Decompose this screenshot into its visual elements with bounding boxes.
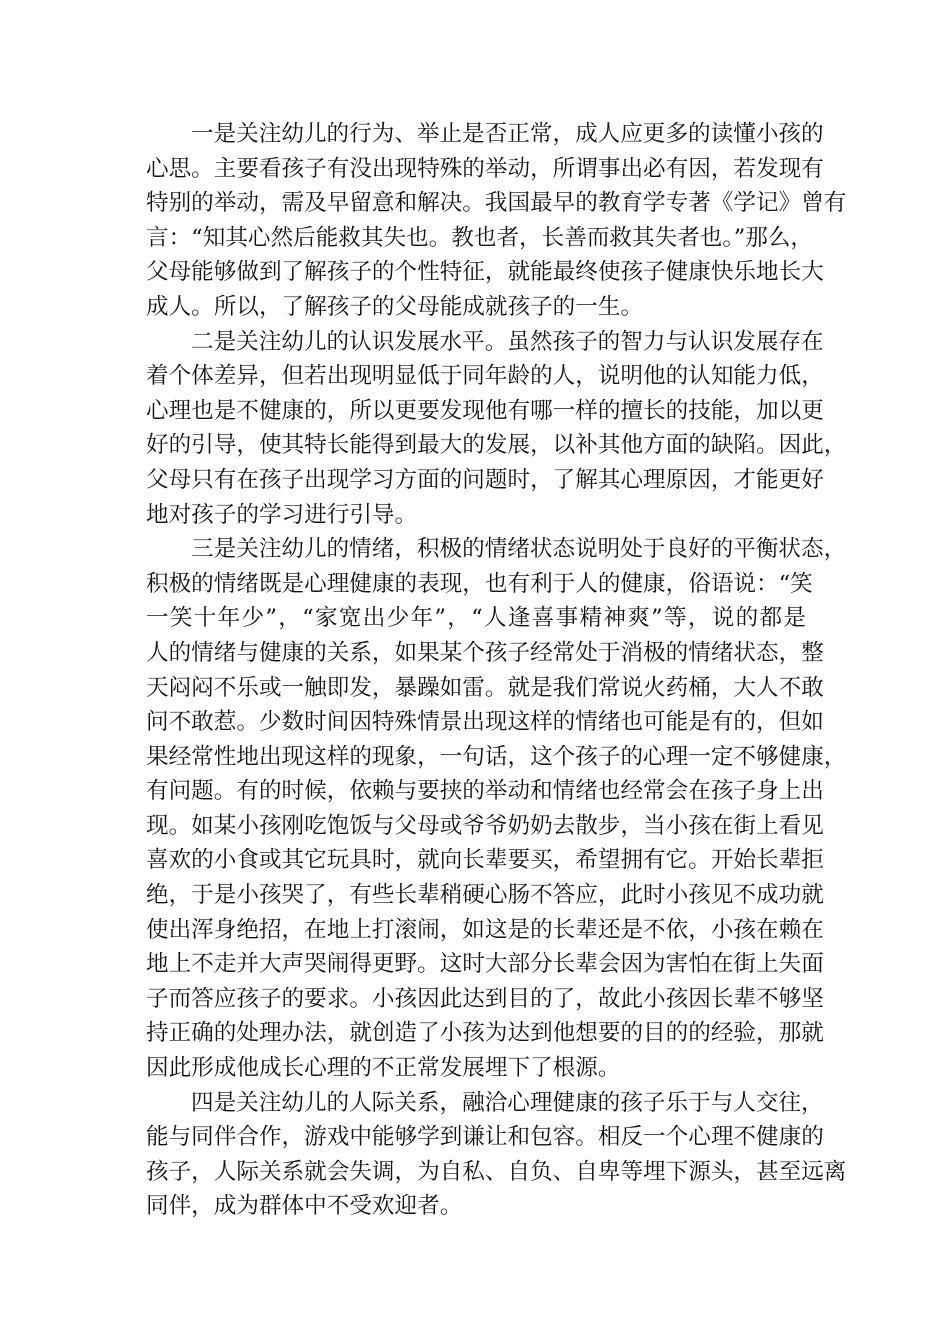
- text-line: 天闷闷不乐或一触即发，暴躁如雷。就是我们常说火药桶，大人不敢: [146, 674, 824, 701]
- text-line: 着个体差异，但若出现明显低于同年龄的人，说明他的认知能力低，: [146, 363, 824, 390]
- text-line: 绝，于是小孩哭了，有些长辈稍硬心肠不答应，此时小孩见不成功就: [146, 882, 824, 909]
- text-line: 因此形成他成长心理的不正常发展埋下了根源。: [146, 1055, 621, 1082]
- text-line: 使出浑身绝招，在地上打滚闹，如这是的长辈还是不依，小孩在赖在: [146, 916, 824, 943]
- text-line: 果经常性地出现这样的现象，一句话，这个孩子的心理一定不够健康，: [146, 743, 847, 770]
- body-text: [146, 117, 847, 1224]
- paragraph-2: [146, 325, 847, 533]
- text-line: 二是关注幼儿的认识发展水平。虽然孩子的智力与认识发展存在: [191, 328, 824, 355]
- text-line: 问不敢惹。少数时间因特殊情景出现这样的情绪也可能是有的，但如: [146, 709, 824, 736]
- paragraph-3: [146, 532, 847, 1086]
- paragraph-1: [146, 117, 847, 325]
- text-line: 同伴，成为群体中不受欢迎者。: [146, 1193, 463, 1220]
- text-line: 孩子，人际关系就会失调，为自私、自负、自卑等埋下源头，甚至远离: [146, 1158, 847, 1185]
- text-line: 成人。所以，了解孩子的父母能成就孩子的一生。: [146, 293, 644, 320]
- text-line: 心思。主要看孩子有没出现特殊的举动，所谓事出必有因，若发现有: [146, 155, 824, 182]
- text-line: 三是关注幼儿的情绪，积极的情绪状态说明处于良好的平衡状态，: [191, 536, 847, 563]
- text-line: 持正确的处理办法，就创造了小孩为达到他想要的目的的经验，那就: [146, 1020, 824, 1047]
- text-line: 有问题。有的时候，依赖与要挟的举动和情绪也经常会在孩子身上出: [146, 778, 824, 805]
- text-line: 地对孩子的学习进行引导。: [146, 501, 418, 528]
- text-line: 言：“知其心然后能救其失也。教也者，长善而救其失者也。”那么，: [146, 224, 814, 251]
- text-line: 人的情绪与健康的关系，如果某个孩子经常处于消极的情绪状态，整: [146, 639, 824, 666]
- text-line: 地上不走并大声哭闹得更野。这时大部分长辈会因为害怕在街上失面: [146, 951, 824, 978]
- text-line: 能与同伴合作，游戏中能够学到谦让和包容。相反一个心理不健康的: [146, 1124, 824, 1151]
- text-line: 积极的情绪既是心理健康的表现，也有利于人的健康，俗语说：“笑: [146, 570, 813, 597]
- text-line: 好的引导，使其特长能得到最大的发展，以补其他方面的缺陷。因此，: [146, 432, 847, 459]
- text-line: 一笑十年少”，“家宽出少年”，“人逢喜事精神爽”等，说的都是: [146, 605, 806, 632]
- text-line: 喜欢的小食或其它玩具时，就向长辈要买，希望拥有它。开始长辈拒: [146, 847, 824, 874]
- text-line: 子而答应孩子的要求。小孩因此达到目的了，故此小孩因长辈不够坚: [146, 985, 824, 1012]
- text-line: 现。如某小孩刚吃饱饭与父母或爷爷奶奶去散步，当小孩在街上看见: [146, 812, 824, 839]
- text-line: 四是关注幼儿的人际关系，融洽心理健康的孩子乐于与人交往，: [191, 1089, 824, 1116]
- paragraph-4: [146, 1086, 847, 1224]
- text-line: 心理也是不健康的，所以更要发现他有哪一样的擅长的技能，加以更: [146, 397, 824, 424]
- text-line: 一是关注幼儿的行为、举止是否正常，成人应更多的读懂小孩的: [191, 121, 824, 147]
- text-line: 特别的举动，需及早留意和解决。我国最早的教育学专著《学记》曾有: [146, 190, 847, 217]
- text-line: 父母只有在孩子出现学习方面的问题时，了解其心理原因，才能更好: [146, 466, 824, 493]
- text-line: 父母能够做到了解孩子的个性特征，就能最终使孩子健康快乐地长大: [146, 259, 824, 286]
